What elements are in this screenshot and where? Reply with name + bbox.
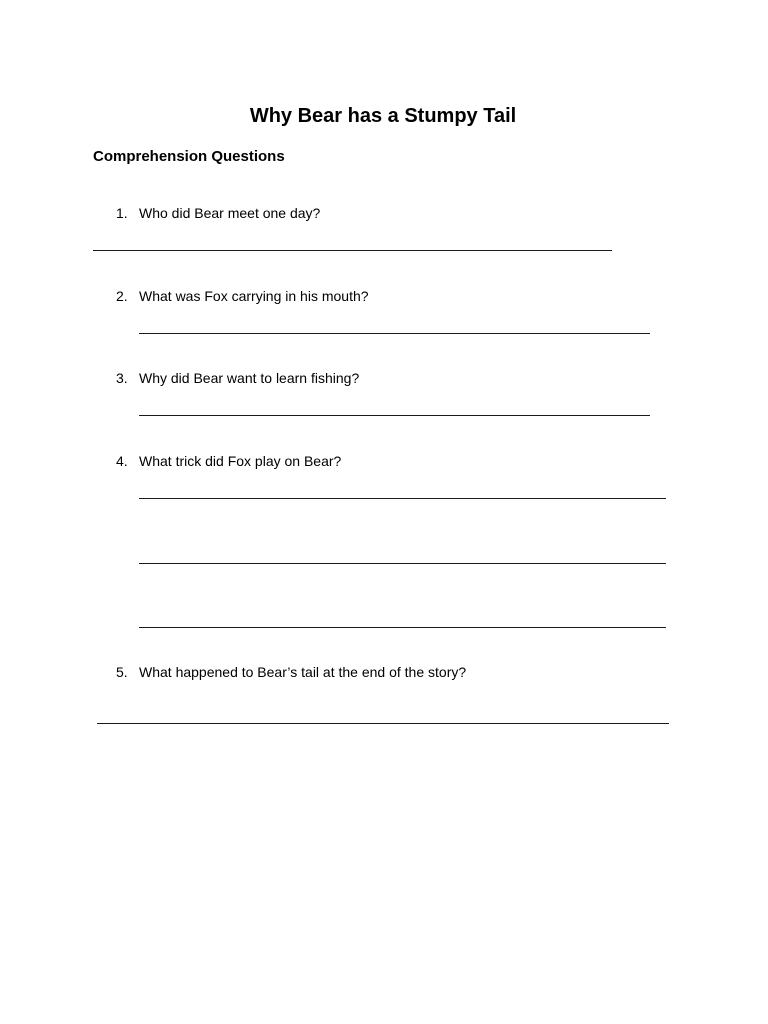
- answer-line[interactable]: [139, 415, 650, 416]
- question-text: What was Fox carrying in his mouth?: [139, 288, 369, 304]
- page-title: Why Bear has a Stumpy Tail: [249, 105, 517, 127]
- question-number: 3.: [116, 370, 128, 386]
- answer-line[interactable]: [93, 250, 612, 251]
- question-text: Who did Bear meet one day?: [139, 205, 321, 221]
- answer-line[interactable]: [139, 333, 650, 334]
- question-number: 1.: [116, 205, 128, 221]
- answer-line[interactable]: [139, 563, 666, 564]
- answer-line[interactable]: [139, 627, 666, 628]
- question-number: 2.: [116, 288, 128, 304]
- question-number: 4.: [116, 453, 128, 469]
- answer-line[interactable]: [139, 498, 666, 499]
- question-number: 5.: [116, 664, 128, 680]
- question-text: Why did Bear want to learn fishing?: [139, 370, 360, 386]
- question-text: What happened to Bear’s tail at the end of the story?: [139, 664, 467, 680]
- section-heading: Comprehension Questions: [93, 148, 285, 165]
- answer-line[interactable]: [97, 723, 669, 724]
- question-text: What trick did Fox play on Bear?: [139, 453, 342, 469]
